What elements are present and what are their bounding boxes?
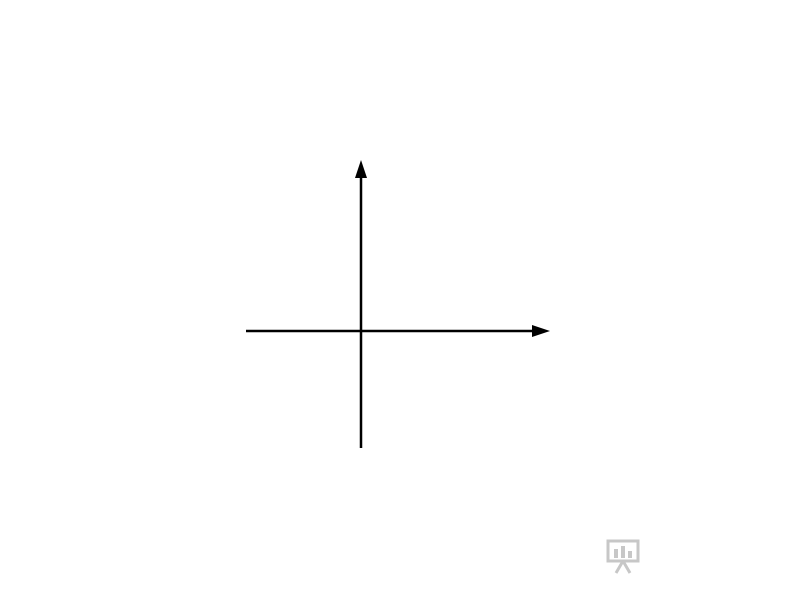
answer: [72, 500, 78, 526]
y-axis-arrow: [355, 160, 367, 178]
presentation-board-icon: [606, 537, 640, 575]
watermark-logo: [606, 536, 646, 576]
x-axis-arrow: [532, 325, 550, 337]
